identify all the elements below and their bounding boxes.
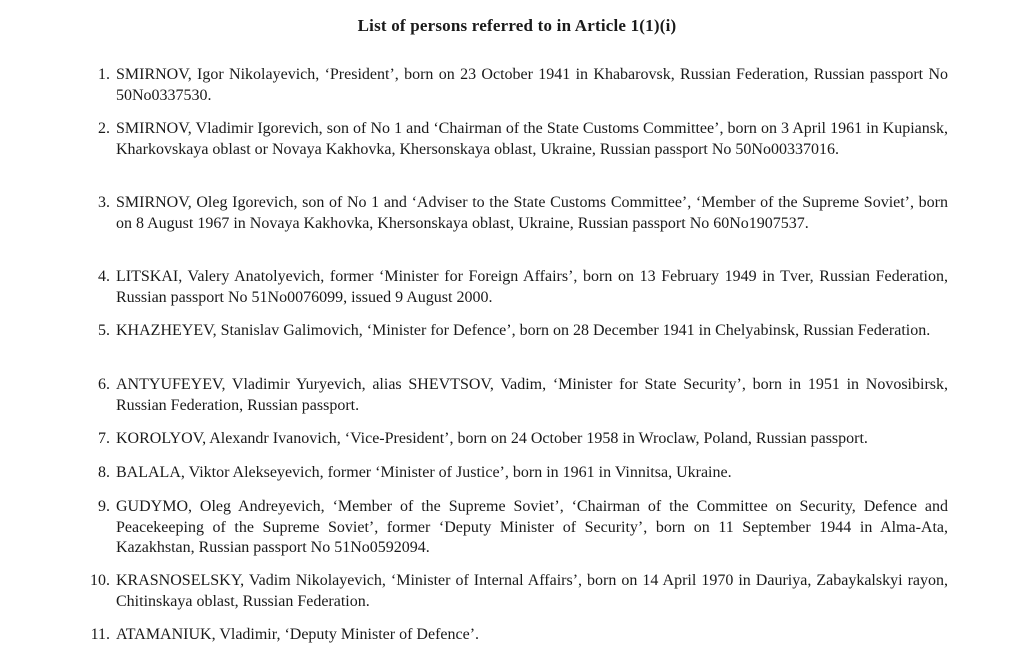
list-item-number: 7. bbox=[98, 430, 110, 447]
list-item-number: 6. bbox=[98, 376, 110, 393]
page-title: List of persons referred to in Article 1(1)(i) bbox=[357, 16, 677, 35]
list-item-text: ATAMANIUK, Vladimir, ‘Deputy Minister of Defence’. bbox=[116, 626, 480, 643]
list-item-number: 11. bbox=[90, 626, 110, 643]
list-item-text: KOROLYOV, Alexandr Ivanovich, ‘Vice-President’, born on 24 October 1958 in Wroclaw, Poland, Russian passport. bbox=[116, 430, 868, 447]
list-item-number: 5. bbox=[98, 322, 110, 339]
list-item-number: 1. bbox=[98, 66, 110, 83]
list-item-number: 2. bbox=[98, 120, 110, 137]
list-item-number: 9. bbox=[98, 498, 110, 515]
list-item-text: ANTYUFEYEV, Vladimir Yuryevich, alias SHEVTSOV, Vadim, ‘Minister for State Security’, born in 1951 in Novosibirsk, Russian Federation, Russian passport. bbox=[116, 376, 948, 414]
list-item-number: 4. bbox=[98, 268, 110, 285]
list-item-number: 3. bbox=[98, 194, 110, 211]
list-item-text: KRASNOSELSKY, Vadim Nikolayevich, ‘Minister of Internal Affairs’, born on 14 April 1970 in Dauriya, Zabaykalskyi rayon, Chitinskaya oblast, Russian Federation. bbox=[116, 572, 948, 610]
list-item-text: SMIRNOV, Vladimir Igorevich, son of No 1 and ‘Chairman of the State Customs Committee’, born on 3 April 1961 in Kupiansk, Kharkovskaya oblast or Novaya Kakhovka, Khersonskaya oblast, Ukraine, Russian passport No 50No00337016. bbox=[116, 120, 948, 158]
list-item-text: LITSKAI, Valery Anatolyevich, former ‘Minister for Foreign Affairs’, born on 13 February 1949 in Tver, Russian Federation, Russian passport No 51No0076099, issued 9 August 2000. bbox=[116, 268, 948, 306]
list-item-text: SMIRNOV, Oleg Igorevich, son of No 1 and ‘Adviser to the State Customs Committee’, ‘Member of the Supreme Soviet’, born on 8 August 1967 in Novaya Kakhovka, Khersonskaya oblast, Ukraine, Russian passport No 60No1907537. bbox=[116, 194, 948, 232]
list-item-number: 10. bbox=[90, 572, 110, 589]
list-item-text: SMIRNOV, Igor Nikolayevich, ‘President’, born on 23 October 1941 in Khabarovsk, Russian Federation, Russian passport No 50No0337530. bbox=[116, 66, 948, 104]
list-item-text: BALALA, Viktor Alekseyevich, former ‘Minister of Justice’, born in 1961 in Vinnitsa, Ukraine. bbox=[116, 464, 732, 481]
list-item-text: GUDYMO, Oleg Andreyevich, ‘Member of the Supreme Soviet’, ‘Chairman of the Committee on Security, Defence and Peacekeeping of the Supreme Soviet’, former ‘Deputy Minister of Security’, born on 11 September 1944 in Alma-Ata, Kazakhstan, Russian passport No 51No0592094. bbox=[116, 498, 948, 556]
list-item-number: 8. bbox=[98, 464, 110, 481]
list-item-text: KHAZHEYEV, Stanislav Galimovich, ‘Minister for Defence’, born on 28 December 1941 in Chelyabinsk, Russian Federation. bbox=[116, 322, 931, 339]
